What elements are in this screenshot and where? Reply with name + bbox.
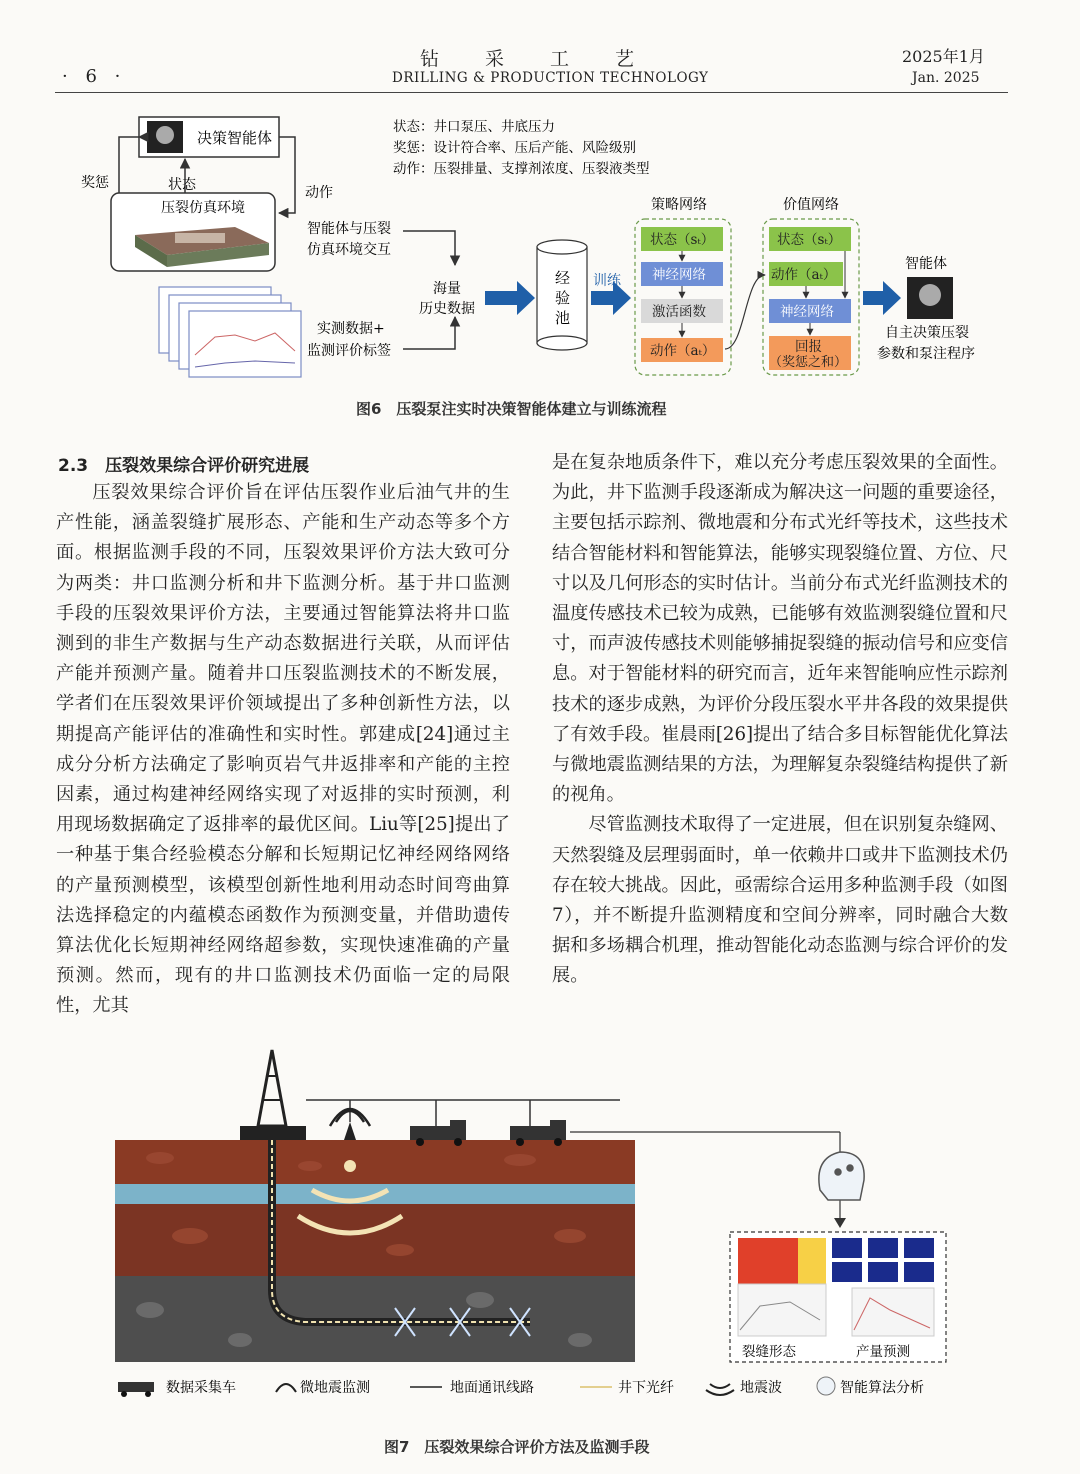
- policy-nn: 神经网络: [652, 267, 706, 283]
- issue-date-en: Jan. 2025: [912, 70, 980, 86]
- policy-state: 状态（sₜ）: [650, 232, 715, 248]
- agent-box-label: 决策智能体: [197, 129, 273, 147]
- drilling-platform: [240, 1126, 306, 1140]
- panel-label-fracture: 裂缝形态: [742, 1344, 796, 1360]
- right-paragraph-1: 是在复杂地质条件下，难以充分考虑压裂效果的全面性。为此，井下监测手段逐渐成为解决这一问题的重要途径，主要包括示踪剂、微地震和分布式光纤等技术，这些技术结合智能材料和智能算法，能够实现裂缝位置、方位、尺寸以及几何形态的实时估计。当前分布式光纤监测技术的温度传感技术已较为成熟，已能够有效监测裂缝位置和尺寸，而声波传感技术则能够捕捉裂缝的振动信号和应变信息。对于智能材料的研究而言，近年来智能响应性示踪剂技术的逐步成熟，为评价分段压裂水平井各段的效果提供了有效手段。崔晨雨[26]提出了结合多目标智能优化算法与微地震监测结果的方法，为理解复杂裂缝结构提供了新的视角。: [552, 452, 1008, 806]
- legend-reward: 奖惩：设计符合率、压后产能、风险级别: [393, 140, 636, 156]
- legend-truck: 数据采集车: [166, 1380, 236, 1396]
- massive-label-1: 海量: [433, 281, 461, 297]
- measured-label-2: 监测评价标签: [307, 343, 391, 359]
- data-chart-stack: [189, 311, 301, 377]
- agent-title: 智能体: [905, 256, 947, 272]
- value-return-sum: （奖惩之和）: [769, 355, 848, 370]
- journal-title-en: DRILLING & PRODUCTION TECHNOLOGY: [392, 70, 709, 86]
- legend-microseismic: 微地震监测: [300, 1380, 370, 1396]
- legend-seismic-wave: 地震波: [740, 1380, 782, 1396]
- value-network-title: 价值网络: [783, 197, 839, 213]
- agent-desc-1: 自主决策压裂: [885, 325, 969, 341]
- massive-label-2: 历史数据: [419, 301, 475, 317]
- interact-label-2: 仿真环境交互: [307, 242, 391, 258]
- reward-label: 奖惩: [81, 175, 109, 191]
- policy-network-title: 策略网络: [651, 197, 707, 213]
- value-state: 状态（sₜ）: [777, 232, 842, 248]
- action-label: 动作: [305, 185, 333, 201]
- legend-fiber: 井下光纤: [618, 1380, 674, 1396]
- agent-desc-2: 参数和泵注程序: [877, 346, 975, 362]
- big-arrow-1: [485, 281, 535, 315]
- figure-6-caption: 图6 压裂泵注实时决策智能体建立与训练流程: [356, 400, 667, 418]
- state-label: 状态: [168, 177, 196, 193]
- policy-action: 动作（aₜ）: [650, 343, 716, 359]
- header-rule: [55, 92, 1008, 93]
- legend-action: 动作：压裂排量、支撑剂浓度、压裂液类型: [393, 161, 650, 177]
- derrick: [258, 1050, 286, 1126]
- journal-title-cn: 钻采工艺: [420, 48, 681, 70]
- figure-6-diagram: [55, 105, 1025, 395]
- right-column: [552, 448, 1008, 992]
- left-column: [56, 478, 510, 1022]
- figure-7-legend: [118, 1377, 924, 1397]
- pool-char-3: 池: [555, 309, 571, 327]
- issue-date-cn: 2025年1月: [902, 47, 985, 66]
- legend-comm-line: 地面通讯线路: [450, 1380, 534, 1396]
- legend-ai-analysis: 智能算法分析: [840, 1380, 924, 1396]
- pool-char-2: 验: [555, 289, 571, 307]
- policy-activation: 激活函数: [652, 304, 706, 320]
- legend-state: 状态：井口泵压、井底压力: [393, 119, 555, 135]
- sim-env-label: 压裂仿真环境: [161, 200, 245, 216]
- figure-7-caption: 图7 压裂效果综合评价方法及监测手段: [384, 1438, 650, 1456]
- train-label: 训练: [593, 273, 621, 289]
- ai-analysis-icon: [819, 1152, 864, 1200]
- value-action: 动作（aₜ）: [771, 267, 837, 283]
- panel-label-production: 产量预测: [856, 1344, 910, 1360]
- interact-label-1: 智能体与压裂: [307, 221, 391, 237]
- right-paragraph-2: 尽管监测技术取得了一定进展，但在识别复杂缝网、天然裂缝及层理弱面时，单一依赖井口或井下监测技术仍存在较大挑战。因此，亟需综合运用多种监测手段（如图7），并不断提升监测精度和空间分辨率，同时融合大数据和多场耦合机理，推动智能化动态监测与综合评价的发展。: [552, 814, 1008, 987]
- measured-label-1: 实测数据+: [317, 321, 385, 337]
- value-return: 回报: [795, 339, 822, 355]
- section-heading: 2.3 压裂效果综合评价研究进展: [58, 456, 310, 476]
- value-nn: 神经网络: [780, 304, 834, 320]
- figure-7-diagram: [100, 1040, 980, 1412]
- big-arrow-3: [863, 281, 901, 315]
- left-paragraph: 压裂效果综合评价旨在评估压裂作业后油气井的生产性能，涵盖裂缝扩展形态、产能和生产动态等多个方面。根据监测手段的不同，压裂效果评价方法大致可分为两类：井口监测分析和井下监测分析。基于井口监测手段的压裂效果评价方法，主要通过智能算法将井口监测到的非生产数据与生产动态数据进行关联，从而评估产能并预测产量。随着井口压裂监测技术的不断发展，学者们在压裂效果评价领域提出了多种创新性方法，以期提高产能评估的准确性和实时性。郭建成[24]通过主成分分析方法确定了影响页岩气井返排率和产能的主控因素，通过构建神经网络实现了对返排的实时预测，利用现场数据确定了返排率的最优区间。Liu等[25]提出了一种基于集合经验模态分解和长短期记忆神经网络网络的产量预测模型，该模型创新性地利用动态时间弯曲算法选择稳定的内蕴模态函数作为预测变量，并借助遗传算法优化长短期神经网络超参数，实现快速准确的产量预测。然而，现有的井口监测技术仍面临一定的局限性，尤其: [56, 482, 510, 1017]
- layer-top: [115, 1140, 635, 1188]
- page-number: · 6 ·: [62, 66, 127, 87]
- pool-char-1: 经: [555, 269, 571, 287]
